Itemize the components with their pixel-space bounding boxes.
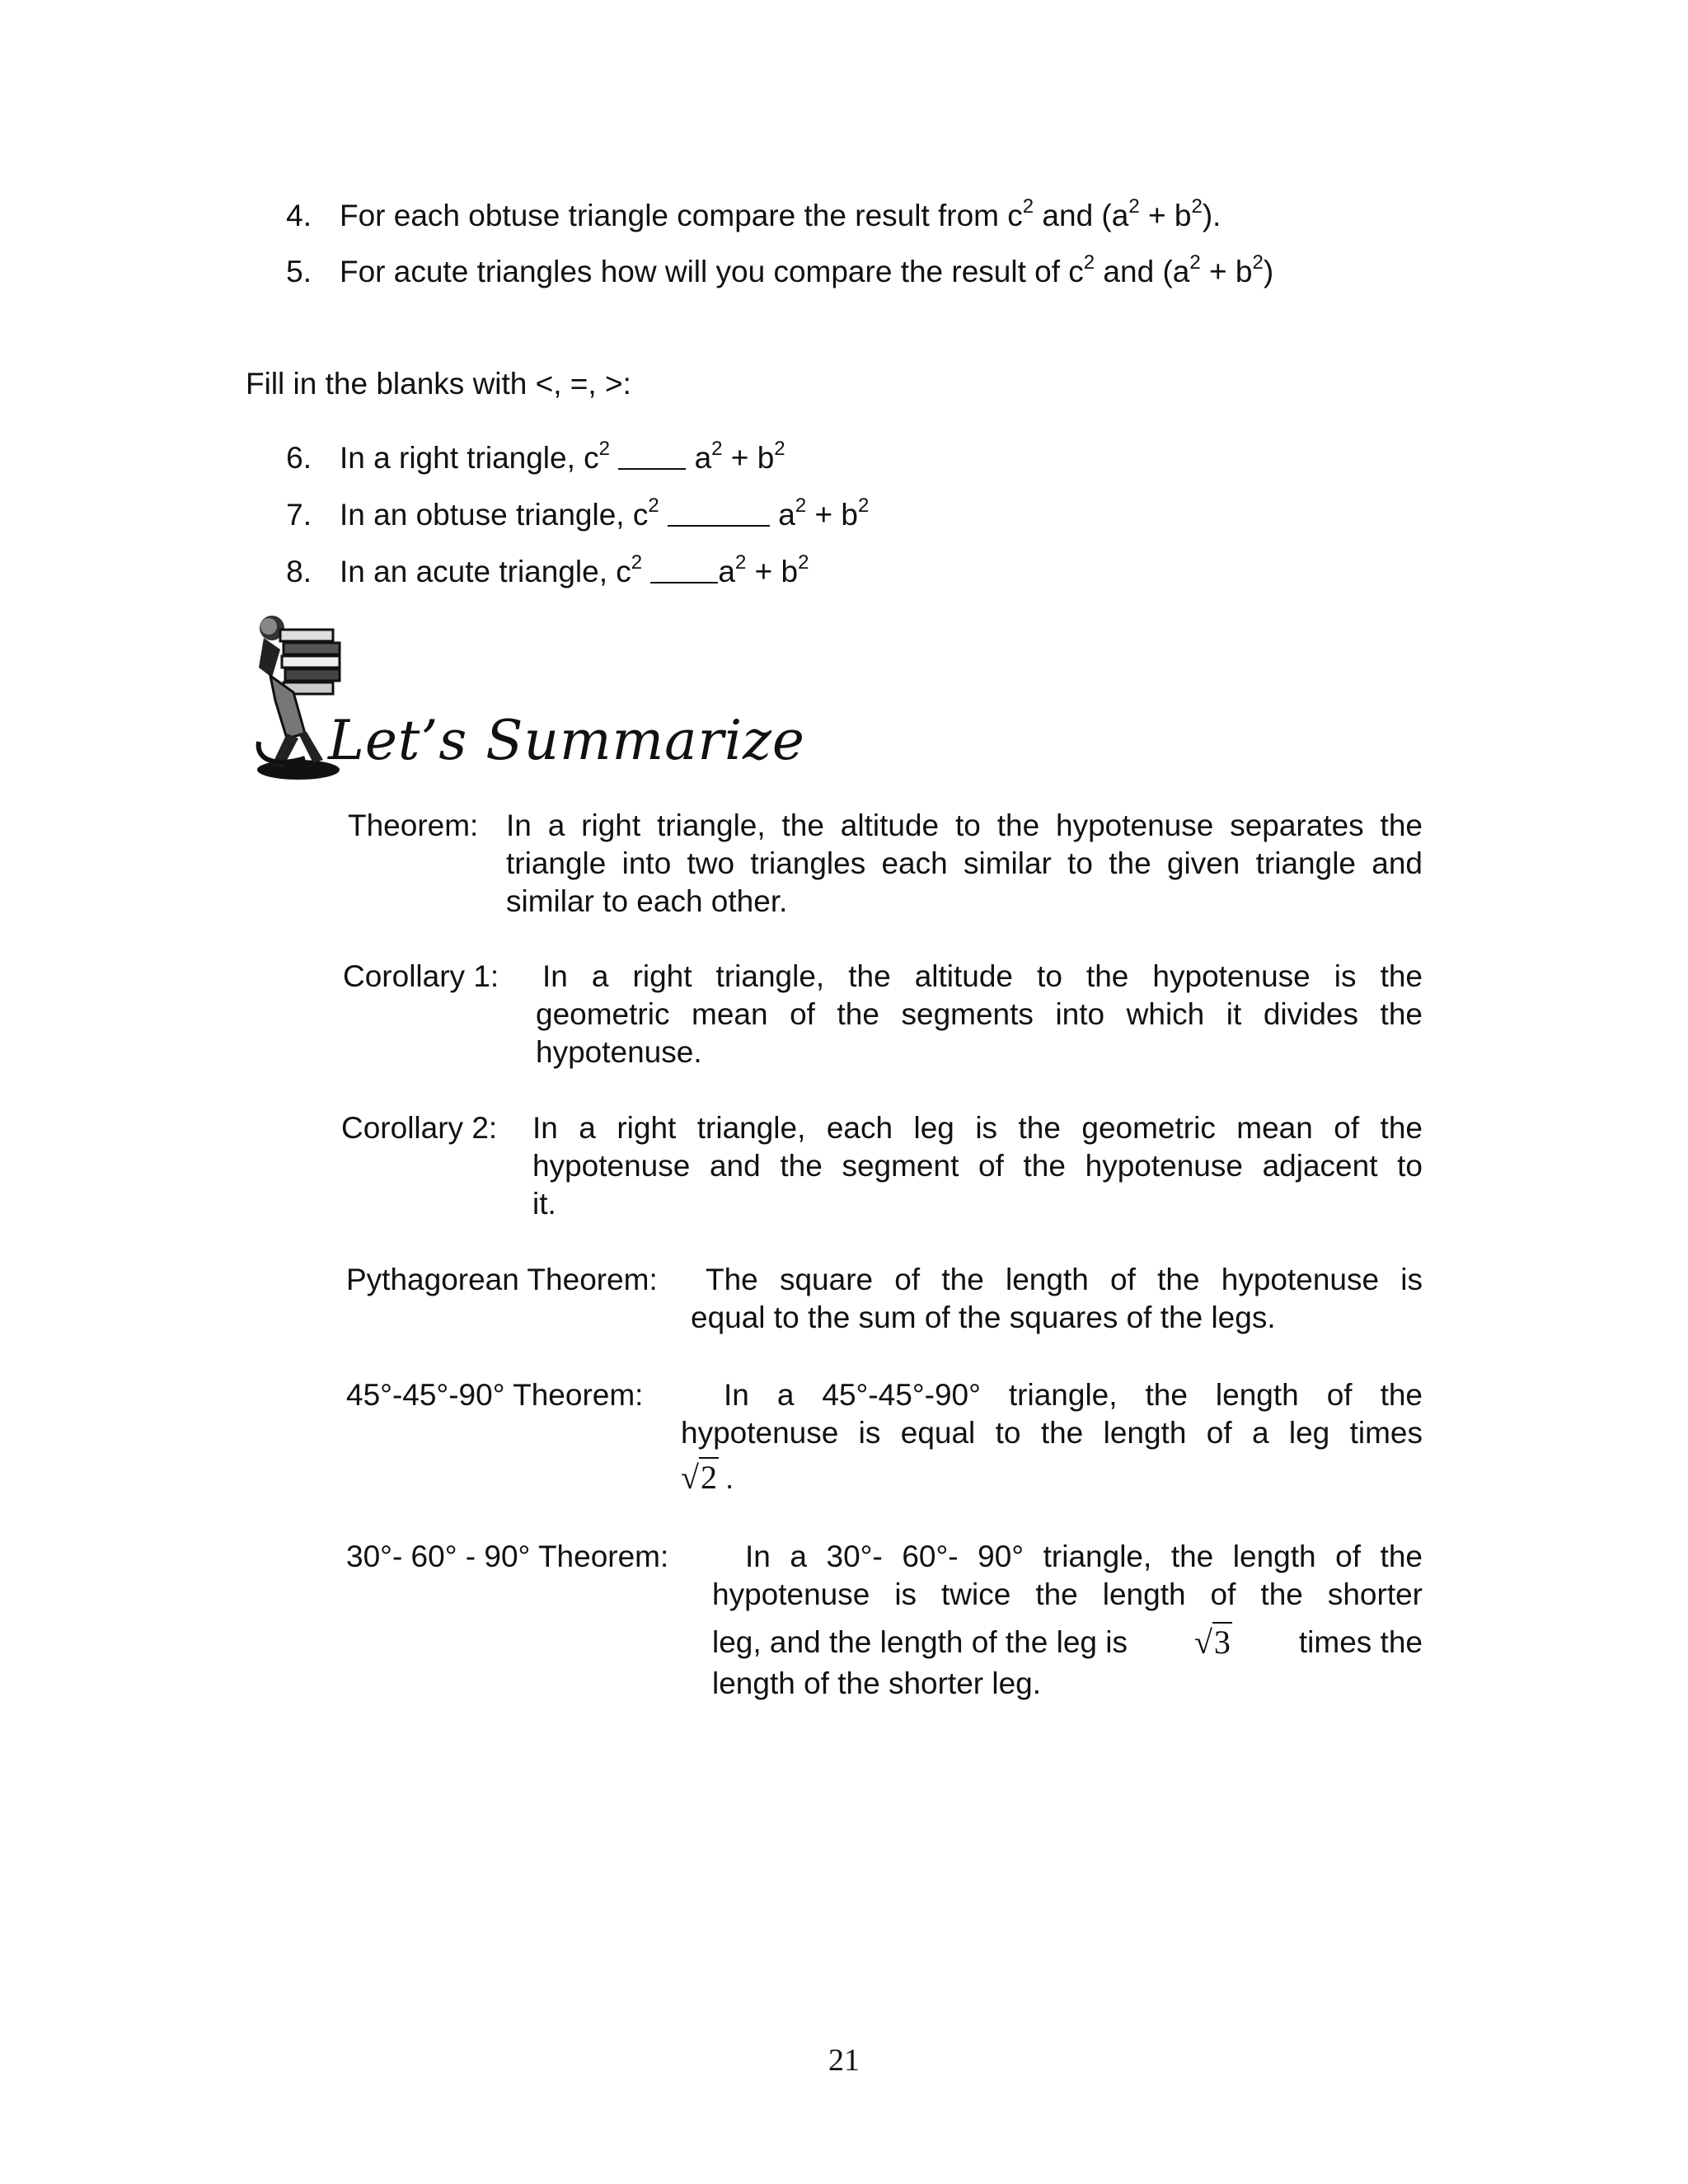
question-text-tail: and (a bbox=[1095, 255, 1190, 288]
question-text: In an acute triangle, c bbox=[340, 555, 631, 588]
answer-blank[interactable] bbox=[650, 557, 718, 583]
blank-question-7 bbox=[286, 494, 870, 533]
theorem-line: In a right triangle, the altitude to the hypotenuse separates the bbox=[506, 808, 1423, 842]
corollary-1-line: geometric mean of the segments into which it divides the bbox=[536, 997, 1423, 1031]
exponent: 2 bbox=[774, 438, 785, 460]
corollary-2-line: hypotenuse and the segment of the hypotenuse adjacent to bbox=[532, 1149, 1423, 1183]
rhs-plus-b: + b bbox=[746, 555, 799, 588]
pythagorean-term: Pythagorean Theorem: bbox=[346, 1263, 658, 1296]
fill-instruction: Fill in the blanks with <, =, >: bbox=[246, 367, 631, 401]
exponent: 2 bbox=[1083, 251, 1095, 274]
question-number: 6. bbox=[286, 441, 312, 475]
t45-end: . bbox=[724, 1461, 734, 1495]
exponent: 2 bbox=[1252, 251, 1264, 274]
t30-line-3 bbox=[712, 1624, 1423, 1661]
t30-line: In a 30°- 60°- 90° triangle, the length of the bbox=[745, 1540, 1423, 1573]
exponent: 2 bbox=[598, 438, 611, 460]
question-text-tail: ) bbox=[1263, 255, 1274, 288]
corollary-1-term: Corollary 1: bbox=[343, 959, 499, 993]
answer-blank[interactable] bbox=[618, 443, 686, 470]
corollary-2-body bbox=[532, 1109, 1423, 1223]
theorem-term: Theorem: bbox=[348, 808, 479, 842]
blank-question-8 bbox=[286, 551, 809, 590]
rhs-plus-b: + b bbox=[806, 498, 858, 532]
question-text-tail: + b bbox=[1139, 199, 1192, 232]
exponent: 2 bbox=[735, 551, 747, 574]
sqrt-symbol: √2 bbox=[681, 1459, 717, 1496]
theorem-line: similar to each other. bbox=[506, 884, 788, 918]
radicand: 3 bbox=[1213, 1624, 1231, 1661]
t30-line: hypotenuse is twice the length of the shorter bbox=[712, 1577, 1423, 1611]
t45-term: 45°-45°-90° Theorem: bbox=[346, 1378, 644, 1412]
t45-line: In a 45°-45°-90° triangle, the length of the bbox=[724, 1378, 1423, 1412]
exponent: 2 bbox=[1189, 251, 1201, 274]
blank-question-6 bbox=[286, 438, 785, 476]
question-text-tail: + b bbox=[1200, 255, 1253, 288]
sqrt-symbol: √3 bbox=[1193, 1624, 1231, 1661]
rhs-plus-b: + b bbox=[722, 441, 775, 475]
question-text-tail: and (a bbox=[1034, 199, 1129, 232]
question-number: 7. bbox=[286, 498, 312, 532]
t30-body bbox=[745, 1538, 1423, 1576]
pythagorean-body-2 bbox=[691, 1299, 1276, 1337]
t30-body-2 bbox=[712, 1576, 1423, 1703]
t30-line3-post: times the bbox=[1298, 1625, 1423, 1659]
rhs-a: a bbox=[778, 498, 795, 532]
theorem-body bbox=[506, 807, 1423, 921]
corollary-1-line: hypotenuse. bbox=[536, 1035, 702, 1069]
t45-line: hypotenuse is equal to the length of a leg times bbox=[681, 1416, 1423, 1450]
answer-blank[interactable] bbox=[668, 500, 770, 527]
exponent: 2 bbox=[795, 494, 807, 517]
exponent: 2 bbox=[1128, 195, 1140, 218]
pythagorean-line: The square of the length of the hypotenuse is bbox=[706, 1263, 1423, 1296]
corollary-1-body bbox=[536, 958, 1423, 1071]
exponent: 2 bbox=[798, 551, 809, 574]
exponent: 2 bbox=[711, 438, 723, 460]
question-text-tail: ). bbox=[1202, 199, 1221, 232]
exponent: 2 bbox=[631, 551, 643, 574]
t45-line-3 bbox=[681, 1459, 1423, 1497]
radicand: 2 bbox=[700, 1459, 717, 1496]
summary-title: Let’s Summarize bbox=[328, 709, 805, 772]
pythagorean-line: equal to the sum of the squares of the legs. bbox=[691, 1301, 1276, 1334]
theorem-line: triangle into two triangles each similar to the given triangle and bbox=[506, 846, 1423, 880]
t45-body-2 bbox=[681, 1414, 1423, 1497]
corollary-2-term: Corollary 2: bbox=[341, 1111, 498, 1145]
question-text: In a right triangle, c bbox=[340, 441, 599, 475]
exponent: 2 bbox=[1022, 195, 1034, 218]
question-number: 4. bbox=[286, 199, 312, 232]
exponent: 2 bbox=[648, 494, 659, 517]
question-number: 8. bbox=[286, 555, 312, 588]
question-text: For each obtuse triangle compare the result from c bbox=[340, 199, 1023, 232]
t30-term: 30°- 60° - 90° Theorem: bbox=[346, 1540, 669, 1573]
question-text: For acute triangles how will you compare the result of c bbox=[340, 255, 1084, 288]
rhs-a: a bbox=[718, 555, 735, 588]
t30-line-4: length of the shorter leg. bbox=[712, 1666, 1042, 1700]
question-text: In an obtuse triangle, c bbox=[340, 498, 649, 532]
question-number: 5. bbox=[286, 255, 312, 288]
pythagorean-body bbox=[706, 1261, 1423, 1299]
t45-body bbox=[724, 1376, 1423, 1414]
page-number: 21 bbox=[828, 2043, 860, 2078]
t30-line3-pre: leg, and the length of the leg is bbox=[712, 1625, 1128, 1659]
exponent: 2 bbox=[857, 494, 870, 517]
question-4 bbox=[286, 195, 1221, 234]
corollary-2-line: it. bbox=[532, 1187, 556, 1221]
corollary-1-line: In a right triangle, the altitude to the hypotenuse is the bbox=[542, 959, 1423, 993]
rhs-a: a bbox=[694, 441, 712, 475]
exponent: 2 bbox=[1191, 195, 1203, 218]
corollary-2-line: In a right triangle, each leg is the geometric mean of the bbox=[532, 1111, 1423, 1145]
question-5 bbox=[286, 251, 1274, 290]
